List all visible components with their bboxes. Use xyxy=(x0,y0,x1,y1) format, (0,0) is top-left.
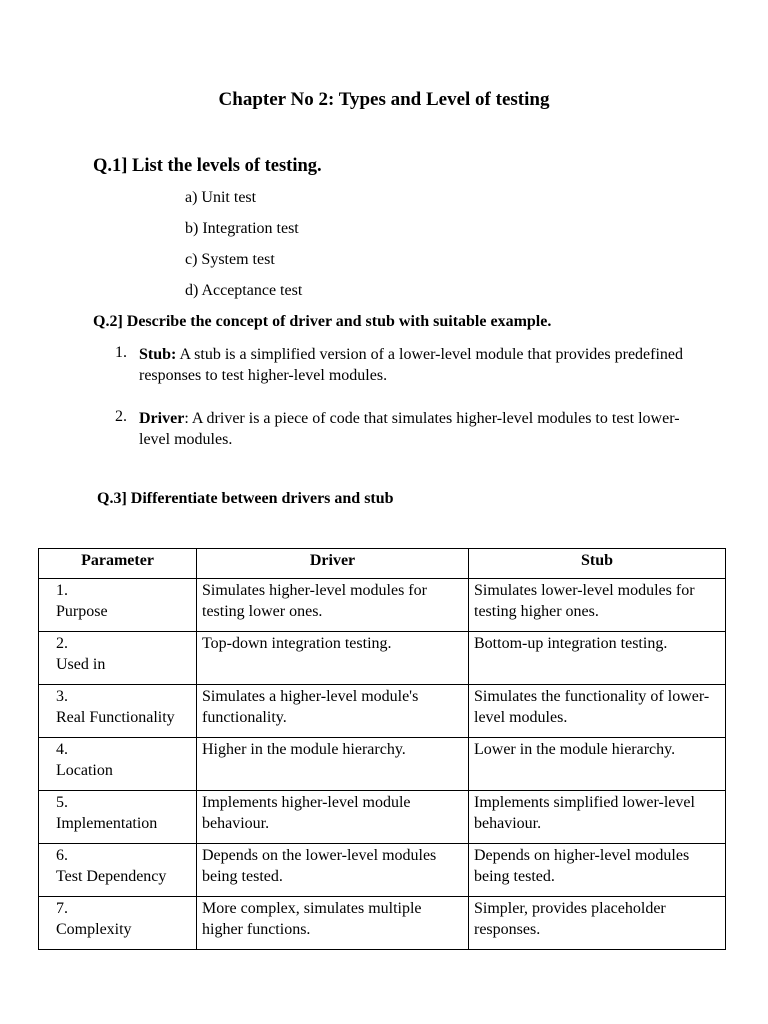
comparison-table xyxy=(38,548,726,950)
header-stub: Stub xyxy=(469,549,726,579)
parameter-number: 5. xyxy=(56,794,68,811)
level-item-acceptance: d) Acceptance test xyxy=(185,282,303,299)
parameter-cell xyxy=(39,632,197,685)
stub-cell: Simulates lower-level modules for testing higher ones. xyxy=(469,579,726,632)
table-row xyxy=(39,897,726,950)
level-item-system: c) System test xyxy=(185,251,275,268)
parameter-number: 6. xyxy=(56,847,68,864)
definition-driver xyxy=(139,408,699,450)
parameter-number: 4. xyxy=(56,741,68,758)
header-parameter: Parameter xyxy=(39,549,197,579)
parameter-label: Real Functionality xyxy=(56,709,175,726)
stub-cell: Simpler, provides placeholder responses. xyxy=(469,897,726,950)
parameter-cell xyxy=(39,844,197,897)
parameter-cell xyxy=(39,791,197,844)
table-row xyxy=(39,579,726,632)
definition-number-driver: 2. xyxy=(115,408,127,425)
definition-text-driver: : A driver is a piece of code that simulates higher-level modules to test lower-level modules. xyxy=(139,410,680,448)
parameter-number: 2. xyxy=(56,635,68,652)
definition-number-stub: 1. xyxy=(115,344,127,361)
driver-cell: Top-down integration testing. xyxy=(197,632,469,685)
definition-text-stub: A stub is a simplified version of a lower-level module that provides predefined responses to test higher-level modules. xyxy=(139,346,684,384)
level-item-unit: a) Unit test xyxy=(185,189,257,206)
parameter-cell xyxy=(39,685,197,738)
table-row xyxy=(39,738,726,791)
parameter-number: 1. xyxy=(56,582,68,599)
parameter-number: 7. xyxy=(56,900,68,917)
q1-heading: Q.1] List the levels of testing. xyxy=(93,156,322,176)
parameter-label: Used in xyxy=(56,656,106,673)
parameter-label: Complexity xyxy=(56,921,132,938)
chapter-title: Chapter No 2: Types and Level of testing xyxy=(218,89,550,110)
parameter-number: 3. xyxy=(56,688,68,705)
stub-cell: Implements simplified lower-level behaviour. xyxy=(469,791,726,844)
parameter-cell xyxy=(39,738,197,791)
parameter-label: Implementation xyxy=(56,815,158,832)
stub-cell: Simulates the functionality of lower-level modules. xyxy=(469,685,726,738)
driver-cell: Simulates a higher-level module's functionality. xyxy=(197,685,469,738)
q2-heading: Q.2] Describe the concept of driver and stub with suitable example. xyxy=(93,313,552,330)
table-row xyxy=(39,791,726,844)
driver-cell: Depends on the lower-level modules being tested. xyxy=(197,844,469,897)
definition-term-driver: Driver xyxy=(139,410,185,427)
driver-cell: Higher in the module hierarchy. xyxy=(197,738,469,791)
definition-stub xyxy=(139,344,699,386)
table-row xyxy=(39,685,726,738)
table-row xyxy=(39,632,726,685)
driver-cell: More complex, simulates multiple higher functions. xyxy=(197,897,469,950)
stub-cell: Lower in the module hierarchy. xyxy=(469,738,726,791)
table-row xyxy=(39,844,726,897)
parameter-label: Purpose xyxy=(56,603,108,620)
driver-cell: Implements higher-level module behaviour. xyxy=(197,791,469,844)
parameter-cell xyxy=(39,897,197,950)
driver-cell: Simulates higher-level modules for testing lower ones. xyxy=(197,579,469,632)
parameter-label: Location xyxy=(56,762,113,779)
definition-term-stub: Stub: xyxy=(139,346,177,363)
stub-cell: Bottom-up integration testing. xyxy=(469,632,726,685)
stub-cell: Depends on higher-level modules being tested. xyxy=(469,844,726,897)
q3-heading: Q.3] Differentiate between drivers and stub xyxy=(97,490,394,507)
header-driver: Driver xyxy=(197,549,469,579)
parameter-label: Test Dependency xyxy=(56,868,167,885)
parameter-cell xyxy=(39,579,197,632)
table-header-row xyxy=(39,549,726,579)
level-item-integration: b) Integration test xyxy=(185,220,299,237)
